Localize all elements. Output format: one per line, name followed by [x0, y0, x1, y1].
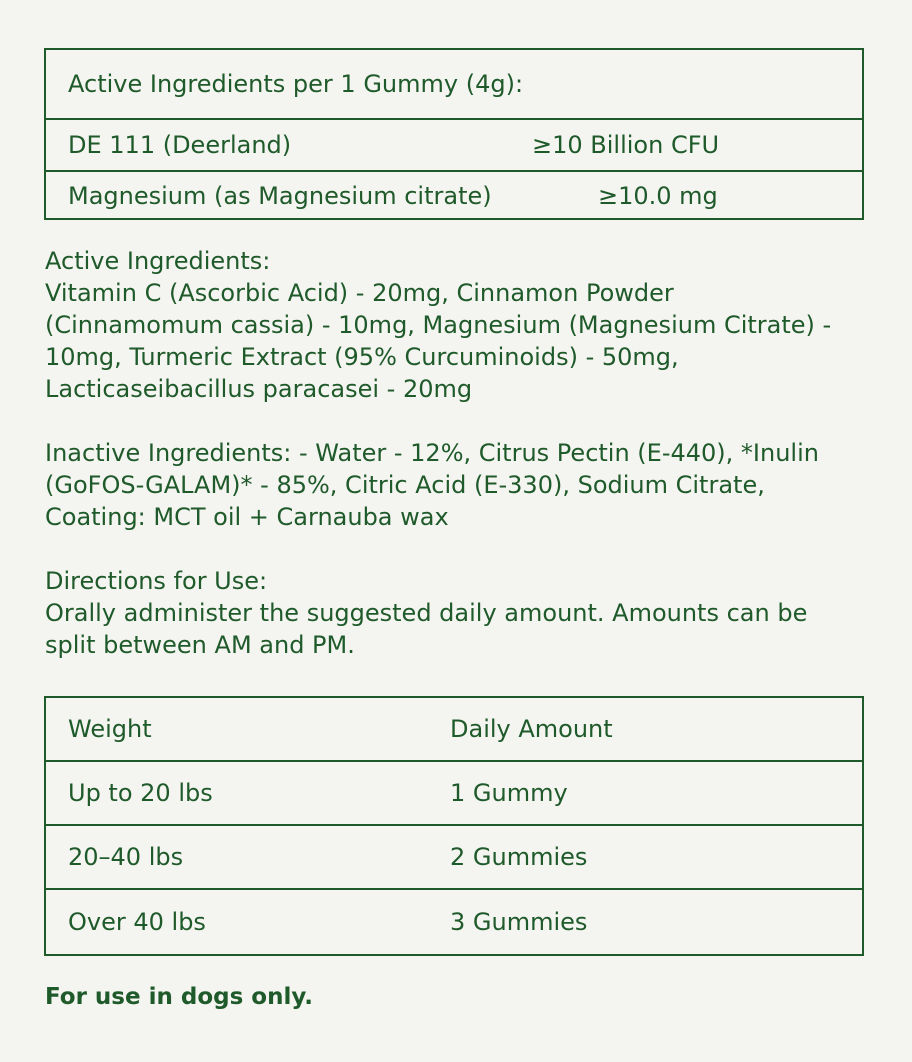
ingredient-name: Magnesium (as Magnesium citrate) — [68, 182, 492, 210]
weight-cell: Over 40 lbs — [68, 908, 206, 936]
paragraph-line: Coating: MCT oil + Carnauba wax — [45, 503, 449, 531]
amount-cell: 3 Gummies — [450, 908, 588, 936]
ingredient-amount: ≥10.0 mg — [598, 182, 718, 210]
inactive-ingredients-paragraph — [45, 437, 875, 533]
paragraph-heading: Directions for Use: — [45, 567, 268, 595]
table-row — [46, 824, 862, 888]
usage-note: For use in dogs only. — [45, 984, 313, 1010]
table-row — [46, 888, 862, 954]
ingredient-amount: ≥10 Billion CFU — [532, 131, 720, 159]
weight-cell: Up to 20 lbs — [68, 779, 213, 807]
table-header-row — [46, 50, 862, 118]
paragraph-line: Vitamin C (Ascorbic Acid) - 20mg, Cinnamon Powder — [45, 279, 674, 307]
paragraph-line: (GoFOS-GALAM)* - 85%, Citric Acid (E-330), Sodium Citrate, — [45, 471, 765, 499]
weight-cell: 20–40 lbs — [68, 843, 184, 871]
table-row — [46, 170, 862, 220]
paragraph-heading: Active Ingredients: — [45, 247, 271, 275]
table-header: Active Ingredients per 1 Gummy (4g): — [68, 70, 524, 98]
table-row — [46, 760, 862, 824]
weight-column-header: Weight — [68, 715, 152, 743]
active-ingredients-table — [44, 48, 864, 220]
paragraph-line: Inactive Ingredients: - Water - 12%, Citrus Pectin (E-440), *Inulin — [45, 439, 819, 467]
paragraph-line: Lacticaseibacillus paracasei - 20mg — [45, 375, 473, 403]
paragraph-line: (Cinnamomum cassia) - 10mg, Magnesium (Magnesium Citrate) - — [45, 311, 832, 339]
table-header-row — [46, 698, 862, 760]
paragraph-line: 10mg, Turmeric Extract (95% Curcuminoids) - 50mg, — [45, 343, 679, 371]
paragraph-line: Orally administer the suggested daily amount. Amounts can be — [45, 599, 808, 627]
paragraph-line: split between AM and PM. — [45, 631, 355, 659]
amount-cell: 1 Gummy — [450, 779, 568, 807]
directions-paragraph — [45, 565, 875, 661]
active-ingredients-paragraph — [45, 245, 875, 405]
amount-cell: 2 Gummies — [450, 843, 588, 871]
table-row — [46, 118, 862, 170]
amount-column-header: Daily Amount — [450, 715, 613, 743]
dosage-table — [44, 696, 864, 956]
ingredient-name: DE 111 (Deerland) — [68, 131, 292, 159]
